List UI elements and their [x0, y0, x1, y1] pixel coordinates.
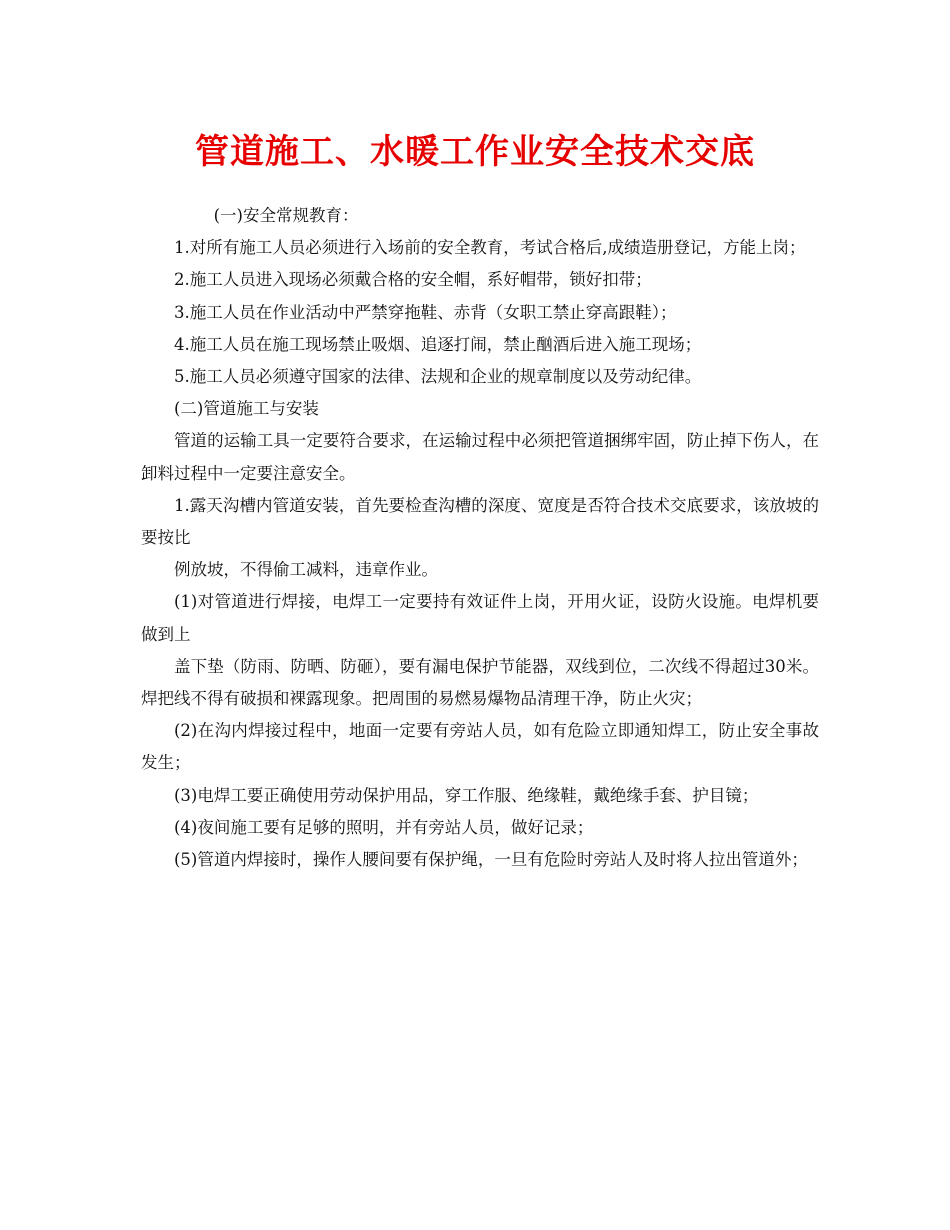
paragraph-welding-5: (5)管道内焊接时，操作人腰间要有保护绳，一旦有危险时旁站人及时将人拉出管道外； [174, 850, 808, 870]
paragraph-welding-cover: 盖下垫（防雨、防晒、防砸），要有漏电保护节能器，双线到位，二次线不得超过30米。焊把线不得有破损和裸露现象。把周围的易燃易爆物品清理干净，防止火灾； [141, 656, 819, 709]
section-heading-general-education: (一)安全常规教育： [213, 206, 359, 225]
paragraph-item-1: 1.对所有施工人员必须进行入场前的安全教育，考试合格后,成绩造册登记，方能上岗； [174, 238, 806, 258]
paragraph-item-2: 2.施工人员进入现场必须戴合格的安全帽，系好帽带，锁好扣带； [174, 270, 652, 290]
document-body [141, 200, 819, 876]
paragraph-trench-installation: 1.露天沟槽内管道安装，首先要检查沟槽的深度、宽度是否符合技术交底要求，该放坡的要按比 [141, 495, 819, 548]
paragraph-item-5: 5.施工人员必须遵守国家的法律、法规和企业的规章制度以及劳动纪律。 [174, 367, 702, 387]
paragraph-trench-slope: 例放坡，不得偷工减料，违章作业。 [174, 560, 438, 580]
paragraph-welding-4: (4)夜间施工要有足够的照明，并有旁站人员，做好记录； [174, 817, 594, 837]
paragraph-item-4: 4.施工人员在施工现场禁止吸烟、追逐打闹，禁止酗酒后进入施工现场； [174, 334, 702, 354]
paragraph-welding-2: (2)在沟内焊接过程中，地面一定要有旁站人员，如有危险立即通知焊工，防止安全事故发生； [141, 721, 819, 773]
document-title: 管道施工、水暖工作业安全技术交底 [195, 132, 755, 172]
paragraph-welding-1: (1)对管道进行焊接，电焊工一定要持有效证件上岗，开用火证，设防火设施。电焊机要做到上 [141, 592, 819, 644]
paragraph-item-3: 3.施工人员在作业活动中严禁穿拖鞋、赤背（女职工禁止穿高跟鞋）； [174, 302, 677, 322]
paragraph-welding-3: (3)电焊工要正确使用劳动保护用品，穿工作服、绝缘鞋，戴绝缘手套、护目镜； [174, 785, 759, 805]
paragraph-transport: 管道的运输工具一定要符合要求，在运输过程中必须把管道捆绑牢固，防止掉下伤人，在卸料过程中一定要注意安全。 [141, 431, 819, 483]
section-heading-pipe-installation: (二)管道施工与安装 [174, 399, 319, 419]
